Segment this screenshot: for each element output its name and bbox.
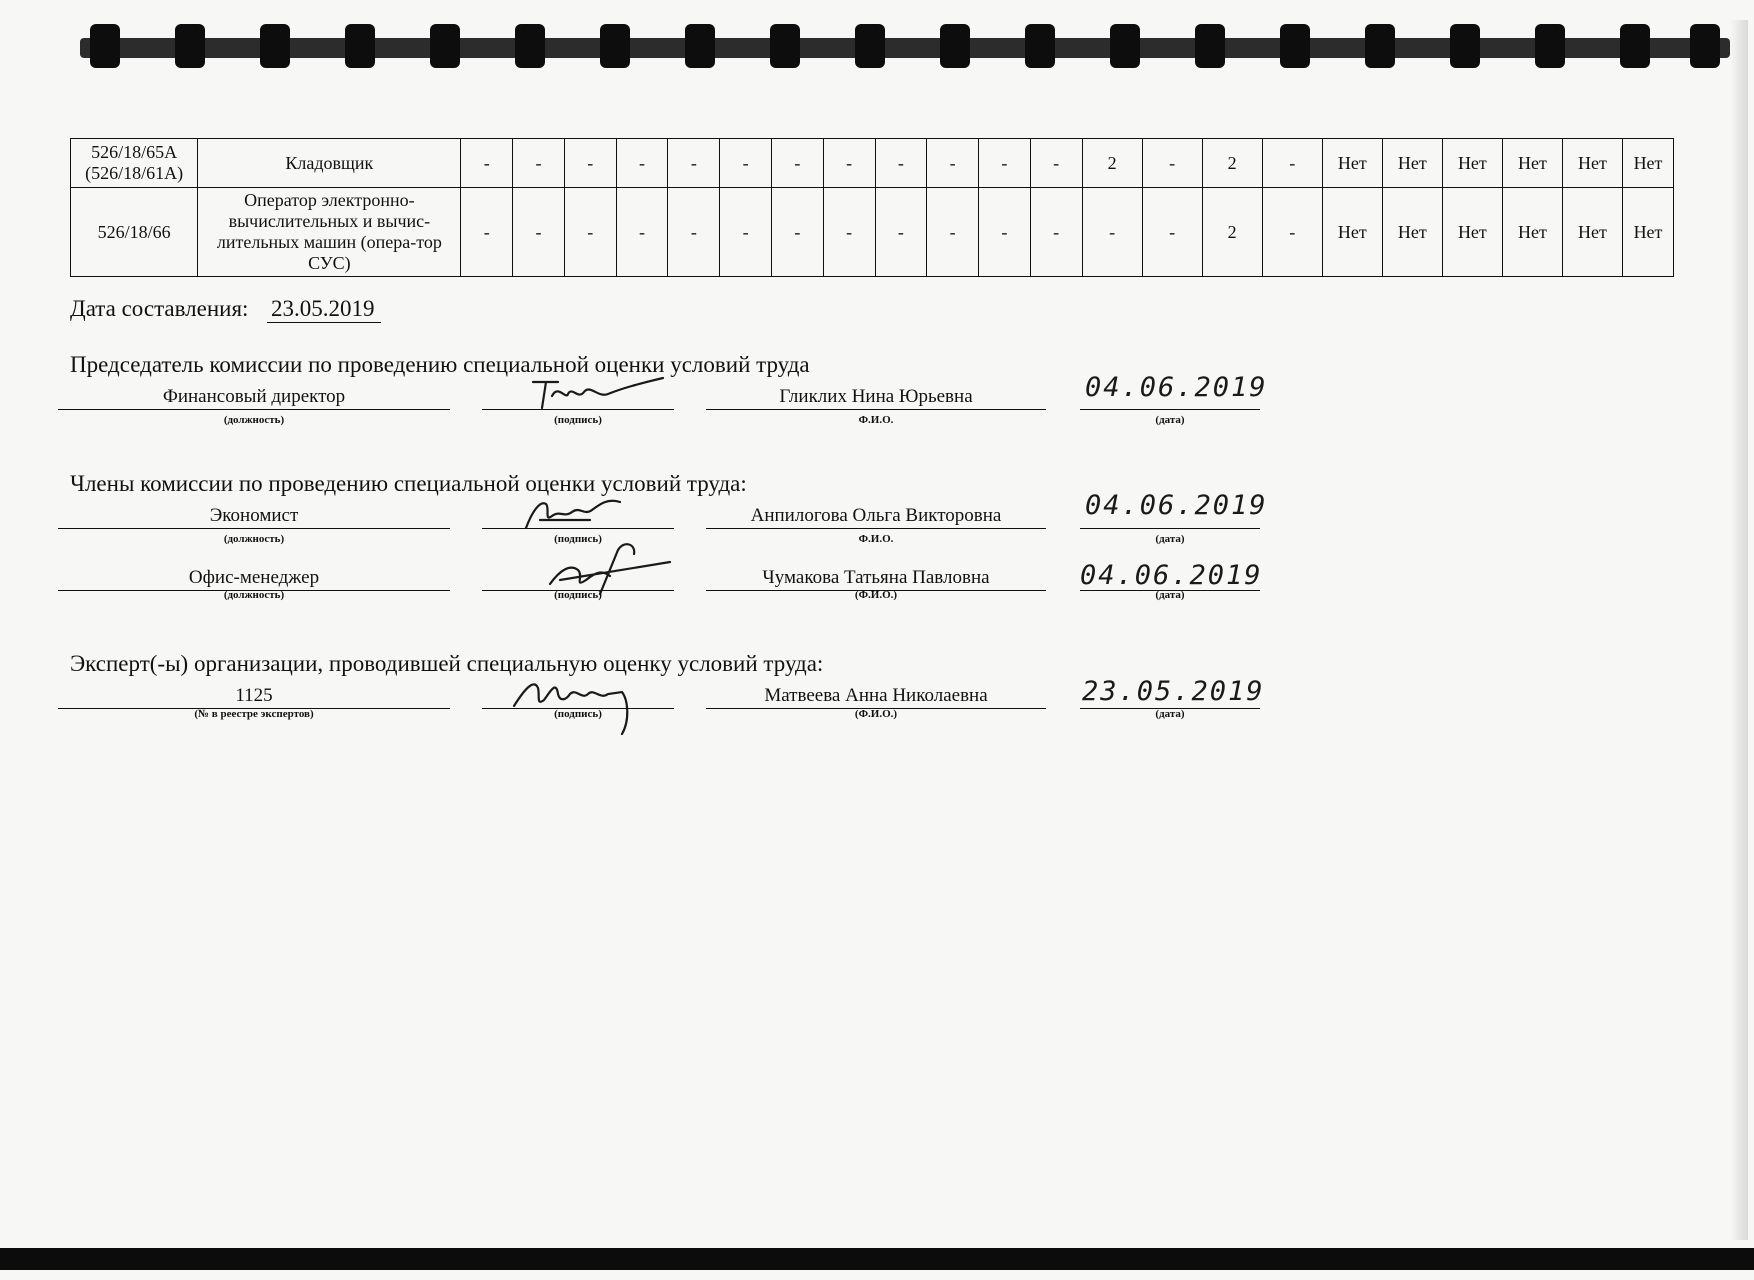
member-1-date: 04.06.2019 bbox=[1085, 490, 1268, 521]
row-position-cell: Оператор электронно-вычислительных и вычис-лительных машин (опера-тор СУС) bbox=[198, 188, 461, 277]
row-position-cell: Кладовщик bbox=[198, 139, 461, 188]
factor-cell: - bbox=[875, 188, 927, 277]
caption-fio: Ф.И.О. bbox=[858, 414, 894, 426]
factor-cell: - bbox=[979, 139, 1031, 188]
factor-cell: Нет bbox=[1562, 139, 1622, 188]
caption-date: (дата) bbox=[1155, 533, 1185, 545]
caption-registry: (№ в реестре экспертов) bbox=[194, 708, 314, 720]
row-code-cell: 526/18/66 bbox=[71, 188, 198, 277]
factor-cell: - bbox=[979, 188, 1031, 277]
caption-date: (дата) bbox=[1155, 414, 1185, 426]
factor-cell: - bbox=[616, 188, 668, 277]
member-2-name: Чумакова Татьяна Павловна bbox=[706, 566, 1046, 591]
page-edge-shadow bbox=[1730, 20, 1748, 1240]
factor-cell: - bbox=[513, 139, 565, 188]
date-compiled-value: 23.05.2019 bbox=[267, 296, 381, 323]
factor-cell: Нет bbox=[1322, 188, 1382, 277]
factor-cell: - bbox=[823, 188, 875, 277]
caption-position: (должность) bbox=[223, 589, 285, 601]
table-row bbox=[71, 139, 1674, 188]
factor-cell: - bbox=[720, 139, 772, 188]
chairman-position: Финансовый директор bbox=[58, 385, 450, 410]
date-compiled-label: Дата составления: bbox=[70, 296, 249, 321]
table-row bbox=[71, 188, 1674, 277]
factor-cell: - bbox=[720, 188, 772, 277]
expert-heading: Эксперт(-ы) организации, проводившей специальную оценку условий труда: bbox=[70, 651, 824, 676]
caption-position: (должность) bbox=[223, 414, 285, 426]
factor-cell: Нет bbox=[1442, 188, 1502, 277]
member-2-position: Офис-менеджер bbox=[58, 566, 450, 591]
factor-cell: - bbox=[1142, 188, 1202, 277]
factor-cell: - bbox=[927, 188, 979, 277]
assessment-table bbox=[70, 138, 1674, 277]
expert-date: 23.05.2019 bbox=[1082, 676, 1265, 707]
factor-cell: - bbox=[927, 139, 979, 188]
member-2-date: 04.06.2019 bbox=[1080, 560, 1263, 591]
caption-fio-paren: (Ф.И.О.) bbox=[854, 589, 898, 601]
caption-signature: (подпись) bbox=[554, 533, 602, 545]
caption-signature: (подпись) bbox=[554, 708, 602, 720]
factor-cell: - bbox=[564, 188, 616, 277]
caption-date: (дата) bbox=[1155, 708, 1185, 720]
expert-signature bbox=[510, 670, 660, 740]
factor-cell: Нет bbox=[1622, 139, 1673, 188]
binding-strip bbox=[80, 22, 1730, 70]
factor-cell: - bbox=[564, 139, 616, 188]
factor-cell: Нет bbox=[1322, 139, 1382, 188]
factor-cell: Нет bbox=[1382, 188, 1442, 277]
row-code-cell: 526/18/65А (526/18/61А) bbox=[71, 139, 198, 188]
caption-fio: Ф.И.О. bbox=[858, 533, 894, 545]
factor-cell: - bbox=[1082, 188, 1142, 277]
factor-cell: Нет bbox=[1442, 139, 1502, 188]
factor-cell: Нет bbox=[1562, 188, 1622, 277]
factor-cell: - bbox=[1030, 188, 1082, 277]
factor-cell: - bbox=[668, 139, 720, 188]
factor-cell: - bbox=[616, 139, 668, 188]
factor-cell: - bbox=[1030, 139, 1082, 188]
chairman-heading: Председатель комиссии по проведению специальной оценки условий труда bbox=[70, 352, 810, 377]
member-1-name: Анпилогова Ольга Викторовна bbox=[706, 504, 1046, 529]
factor-cell: - bbox=[461, 139, 513, 188]
factor-cell: 2 bbox=[1202, 188, 1262, 277]
factor-cell: - bbox=[823, 139, 875, 188]
expert-name: Матвеева Анна Николаевна bbox=[706, 684, 1046, 709]
members-heading: Члены комиссии по проведению специальной оценки условий труда: bbox=[70, 471, 747, 496]
caption-fio-paren: (Ф.И.О.) bbox=[854, 708, 898, 720]
factor-cell: - bbox=[513, 188, 565, 277]
factor-cell: - bbox=[875, 139, 927, 188]
caption-signature: (подпись) bbox=[554, 414, 602, 426]
chairman-signature bbox=[528, 374, 668, 414]
factor-cell: - bbox=[668, 188, 720, 277]
factor-cell: - bbox=[771, 139, 823, 188]
factor-cell: - bbox=[1262, 139, 1322, 188]
member-1-signature bbox=[520, 492, 660, 538]
factor-cell: Нет bbox=[1382, 139, 1442, 188]
member-1-position: Экономист bbox=[58, 504, 450, 529]
caption-signature: (подпись) bbox=[554, 589, 602, 601]
factor-cell: - bbox=[1262, 188, 1322, 277]
chairman-name: Гликлих Нина Юрьевна bbox=[706, 385, 1046, 410]
factor-cell: 2 bbox=[1202, 139, 1262, 188]
factor-cell: - bbox=[1142, 139, 1202, 188]
expert-registry-number: 1125 bbox=[58, 684, 450, 709]
caption-position: (должность) bbox=[223, 533, 285, 545]
factor-cell: 2 bbox=[1082, 139, 1142, 188]
factor-cell: Нет bbox=[1502, 188, 1562, 277]
factor-cell: - bbox=[771, 188, 823, 277]
scan-bottom-edge bbox=[0, 1248, 1754, 1270]
factor-cell: Нет bbox=[1622, 188, 1673, 277]
factor-cell: Нет bbox=[1502, 139, 1562, 188]
caption-date: (дата) bbox=[1155, 589, 1185, 601]
chairman-date: 04.06.2019 bbox=[1085, 372, 1268, 403]
factor-cell: - bbox=[461, 188, 513, 277]
